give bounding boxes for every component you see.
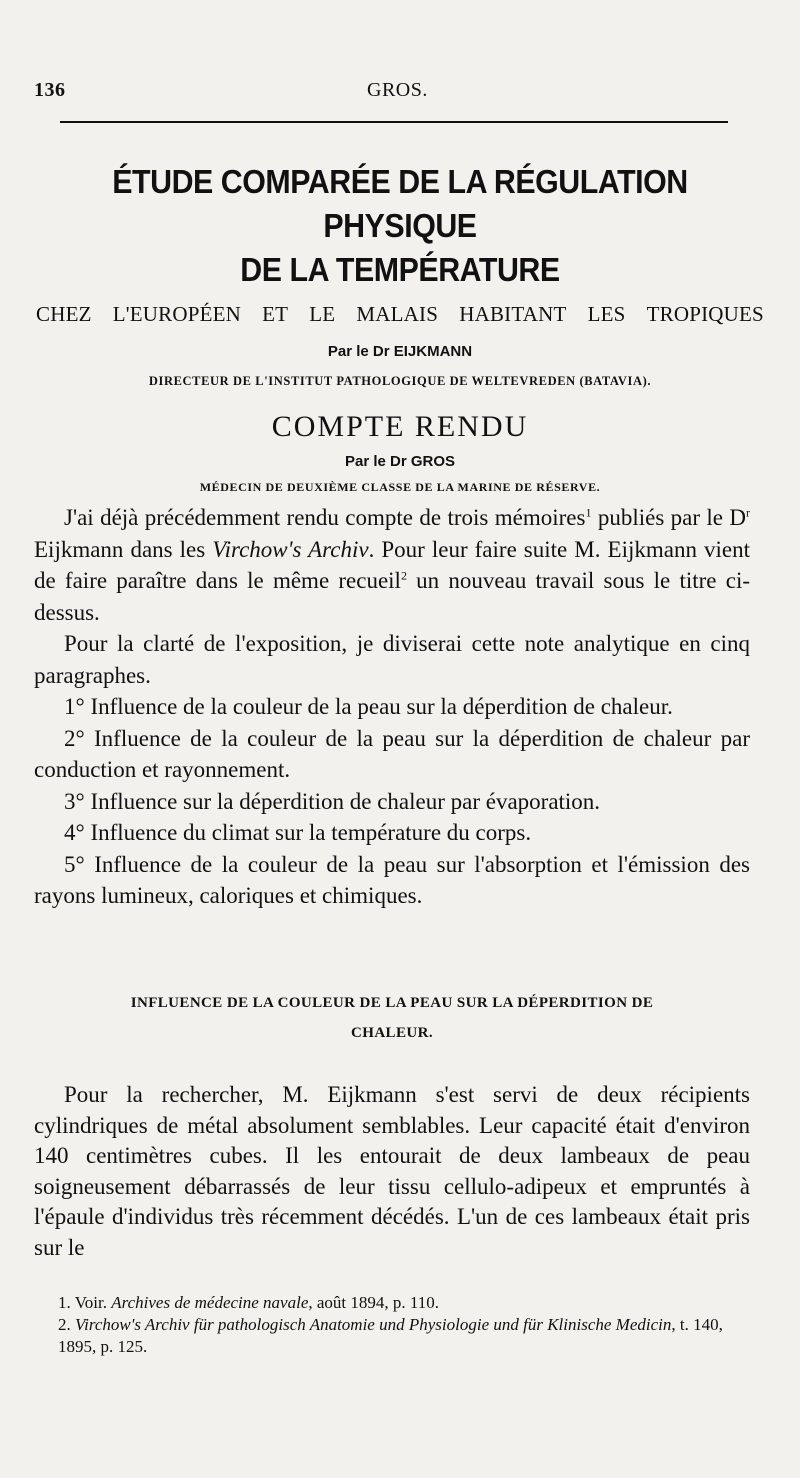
- running-title: GROS.: [367, 79, 428, 101]
- text-run: , août 1894, p. 110.: [308, 1293, 440, 1312]
- list-item: 3° Influence sur la déperdition de chaleur par évaporation.: [64, 788, 601, 814]
- text-run: 2.: [58, 1315, 75, 1334]
- text-run: publiés par le D: [591, 505, 747, 530]
- journal-title: Virchow's Archiv für pathologisch Anatomie und Physiologie und für Klinische Medicin: [75, 1315, 672, 1334]
- title-block: [36, 160, 764, 496]
- paragraph-intro: [34, 502, 750, 628]
- paragraph-outline: Pour la clarté de l'exposition, je diviserai cette note analytique en cinq paragraphes.: [34, 631, 750, 688]
- author-affiliation: DIRECTEUR DE L'INSTITUT PATHOLOGIQUE DE WELTEVREDEN (BATAVIA).: [148, 374, 652, 388]
- report-heading: COMPTE RENDU: [271, 410, 529, 443]
- reviewer-affiliation: MÉDECIN DE DEUXIÈME CLASSE DE LA MARINE DE RÉSERVE.: [199, 480, 601, 494]
- footnote-1: [34, 1292, 750, 1314]
- subtitle-word: HABITANT: [459, 302, 567, 326]
- list-item: 5° Influence de la couleur de la peau sur l'absorption et l'émission des rayons lumineux, caloriques et chimiques.: [34, 851, 750, 908]
- article-subtitle: [36, 300, 764, 328]
- reviewer-byline: Par le Dr GROS: [344, 453, 456, 470]
- text-run: Eijkmann dans les: [34, 536, 213, 562]
- running-head: [34, 76, 766, 104]
- section-heading-line-2: CHALEUR.: [351, 1025, 433, 1041]
- subtitle-word: ET: [262, 302, 289, 326]
- list-item: 1° Influence de la couleur de la peau sur la déperdition de chaleur.: [64, 694, 673, 719]
- text-run: 1. Voir.: [58, 1293, 112, 1312]
- footnote-2: [34, 1314, 750, 1358]
- author-byline: Par le Dr EIJKMANN: [327, 343, 473, 360]
- subtitle-word: CHEZ: [36, 302, 92, 326]
- subtitle-word: LE: [309, 302, 336, 326]
- section-heading: [34, 988, 750, 1048]
- journal-title: Virchow's Archiv: [212, 536, 369, 562]
- subtitle-word: L'EUROPÉEN: [112, 302, 242, 326]
- subtitle-word: TROPIQUES: [646, 302, 764, 326]
- article-title-line-1: ÉTUDE COMPARÉE DE LA RÉGULATION PHYSIQUE: [112, 163, 688, 244]
- paragraph-method: Pour la rechercher, M. Eijkmann s'est servi de deux récipients cylindriques de métal absolument semblables. Leur capacité était d'environ 140 centimètres cubes. Il les entourait de deux lambeaux de peau soigneusement débarrassés de leur tissu cellulo-adipeux et empruntés à l'épaule d'individus très récemment décédés. L'un de ces lambeaux était pris sur le: [34, 1082, 750, 1260]
- footnotes: [34, 1292, 750, 1358]
- list-item: 2° Influence de la couleur de la peau sur la déperdition de chaleur par conduction et rayonnement.: [34, 725, 750, 782]
- article-title-line-2: DE LA TEMPÉRATURE: [240, 251, 560, 288]
- text-run: un nouveau travail sous le titre ci-dessus.: [34, 568, 751, 625]
- journal-title: Archives de médecine navale: [111, 1293, 309, 1312]
- list-item: 4° Influence du climat sur la température du corps.: [64, 820, 532, 845]
- page-number: 136: [34, 79, 66, 101]
- body-text-2: [34, 1080, 750, 1263]
- text-run: , t. 140, 1895, p. 125.: [58, 1315, 723, 1356]
- section-heading-line-1: INFLUENCE DE LA COULEUR DE LA PEAU SUR LA DÉPERDITION DE: [130, 995, 654, 1011]
- text-run: J'ai déjà précédemment rendu compte de trois mémoires: [64, 505, 586, 530]
- superscript: r: [746, 505, 751, 520]
- header-rule: [60, 121, 728, 123]
- body-text: [34, 502, 750, 912]
- subtitle-word: LES: [587, 302, 626, 326]
- subtitle-word: MALAIS: [356, 302, 439, 326]
- text-run: . Pour leur faire suite M. Eijkmann vient de faire paraître dans le même recueil: [34, 536, 750, 593]
- footnote-ref: 2: [400, 568, 407, 583]
- footnote-ref: 1: [585, 505, 592, 520]
